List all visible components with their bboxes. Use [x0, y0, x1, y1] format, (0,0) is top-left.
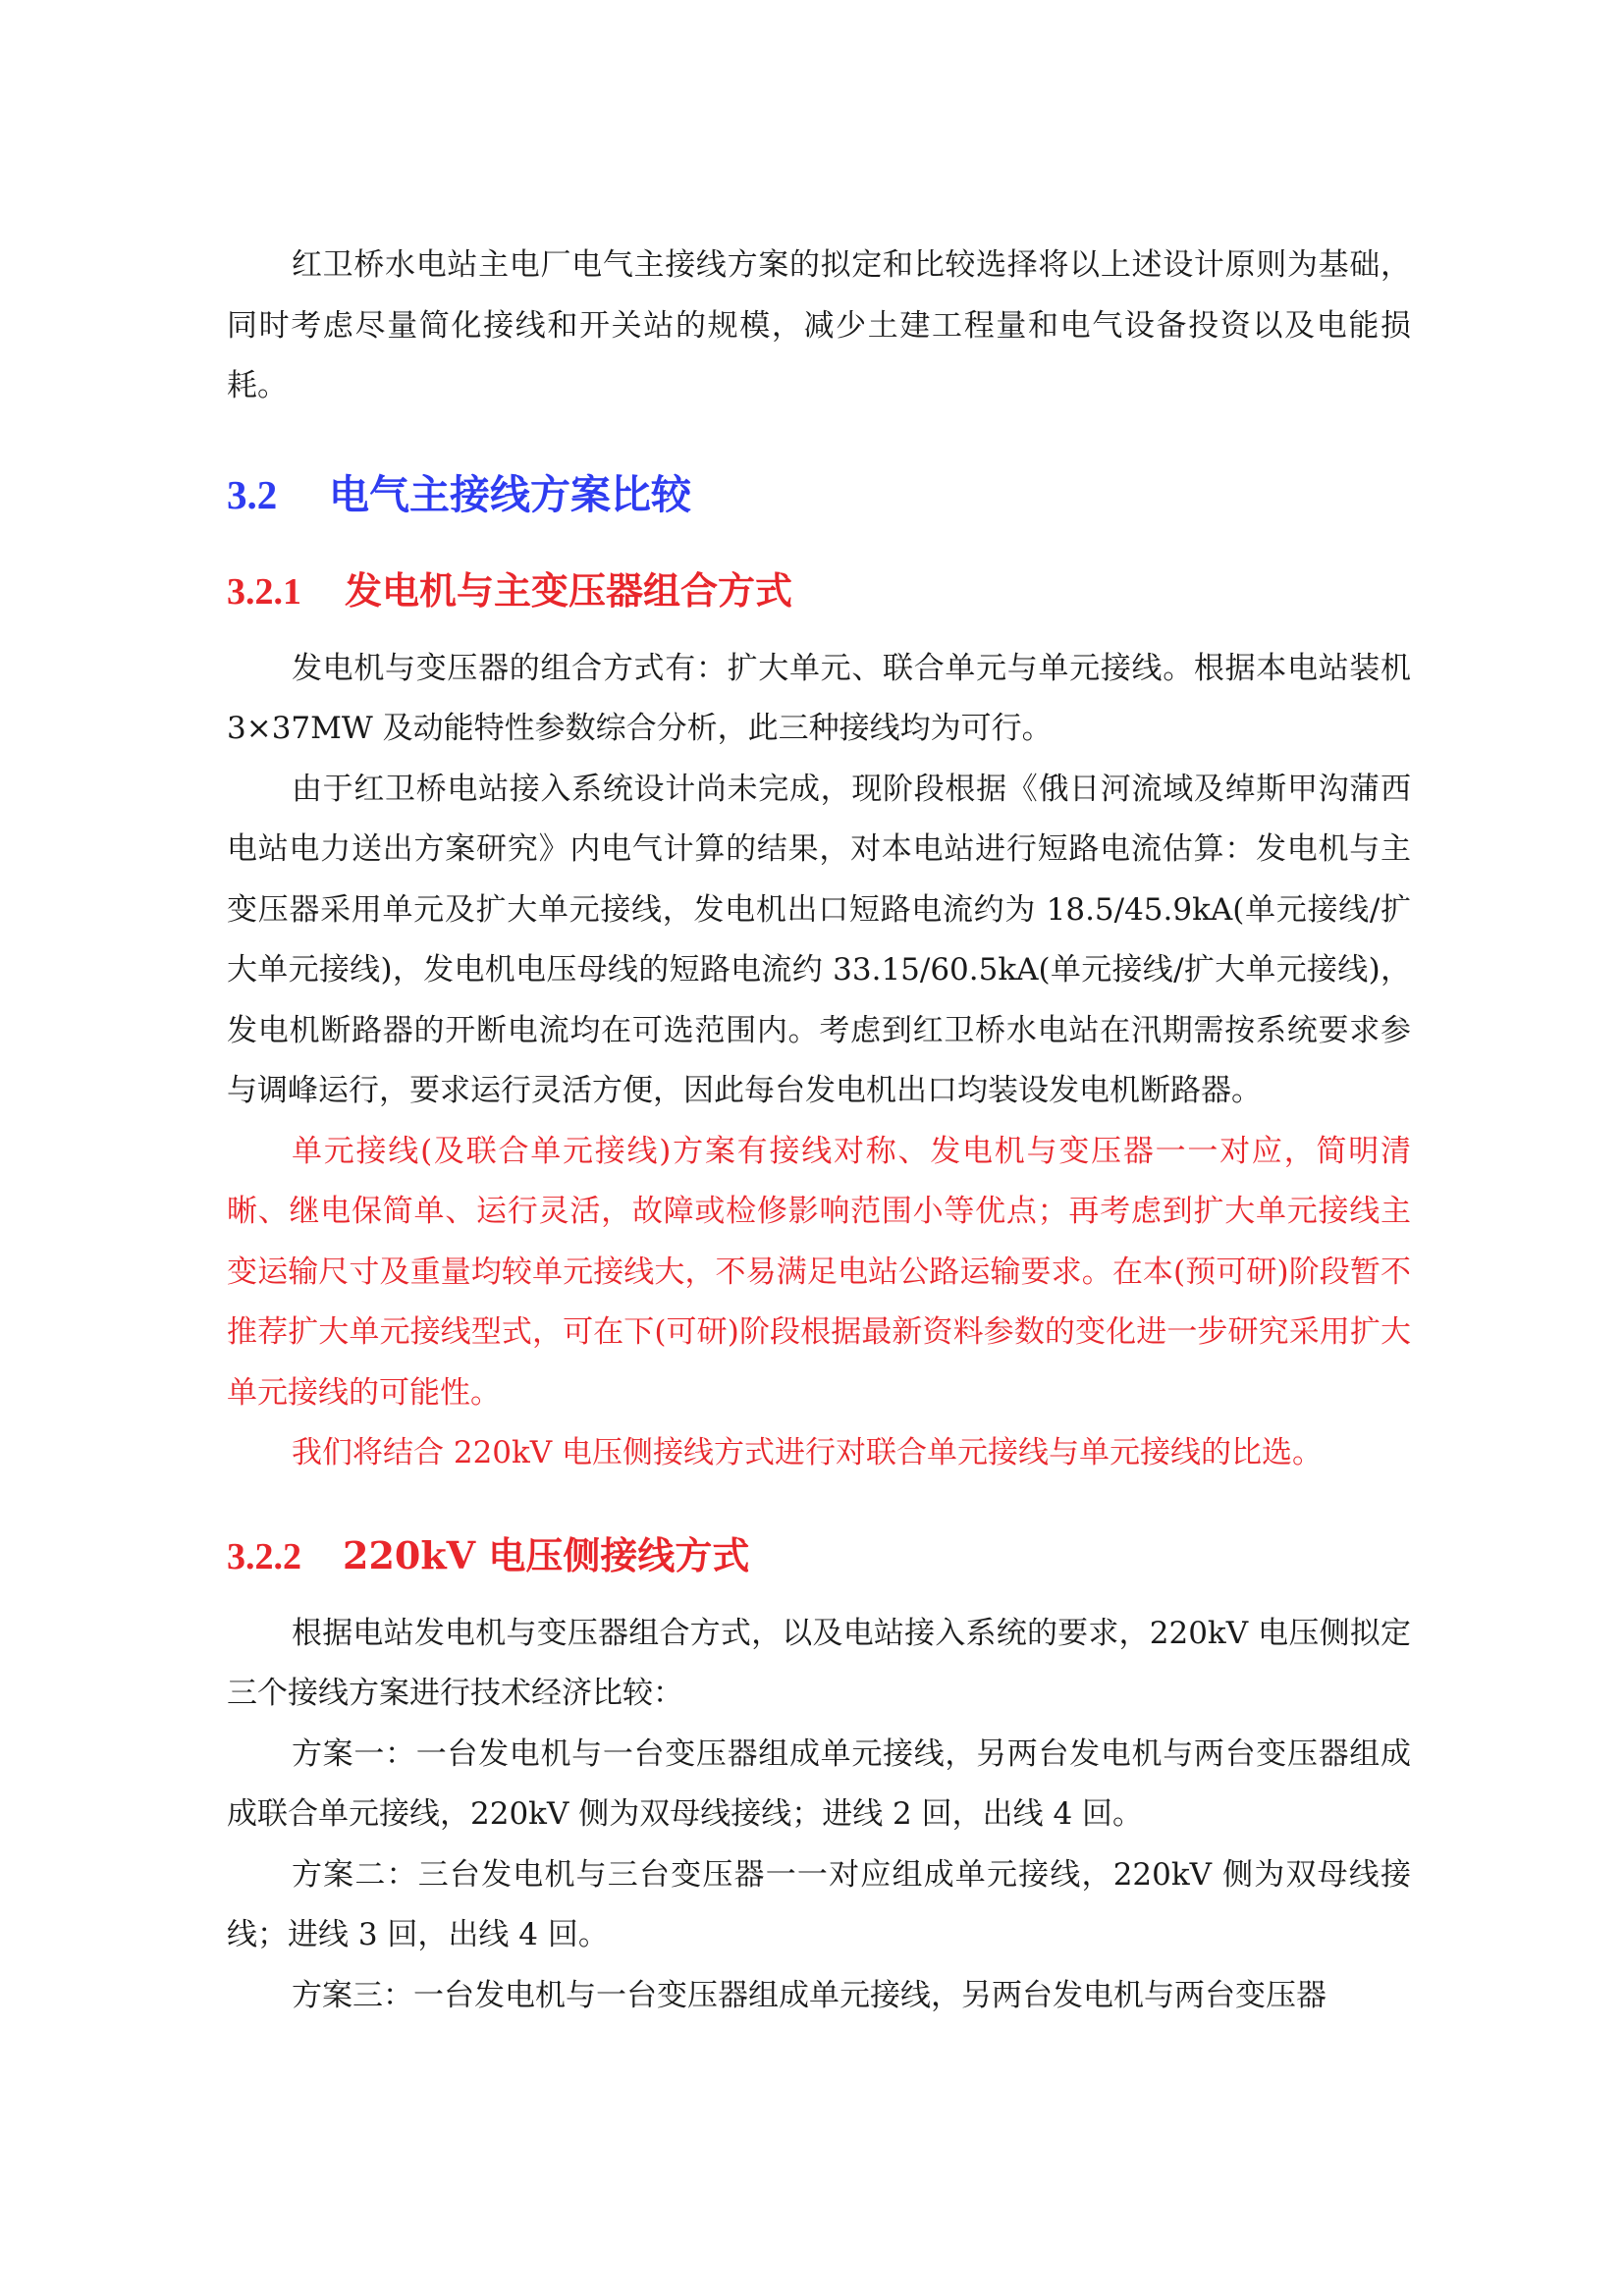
paragraph-combination-methods: 发电机与变压器的组合方式有：扩大单元、联合单元与单元接线。根据本电站装机 3×37MW 及动能特性参数综合分析，此三种接线均为可行。	[227, 650, 1411, 746]
paragraph-scheme-two: 方案二：三台发电机与三台变压器一一对应组成单元接线，220kV 侧为双母线接线；进线 3 回，出线 4 回。	[227, 1856, 1411, 1952]
section-number: 3.2	[227, 471, 278, 517]
paragraph-scheme-three: 方案三：一台发电机与一台变压器组成单元接线，另两台发电机与两台变压器	[292, 1977, 1326, 2013]
document-body	[227, 236, 1411, 2026]
subsection-heading-3-2-1	[227, 543, 1411, 639]
subsection-title: 发电机与主变压器组合方式	[345, 567, 793, 613]
section-heading-3-2	[227, 447, 1411, 543]
paragraph-unit-connection-advantages: 单元接线(及联合单元接线)方案有接线对称、发电机与变压器一一对应，简明清晰、继电保简单、运行灵活，故障或检修影响范围小等优点；再考虑到扩大单元接线主变运输尺寸及重量均较单元接线大，不易满足电站公路运输要求。在本(预可研)阶段暂不推荐扩大单元接线型式，可在下(可研)阶段根据最新资料参数的变化进一步研究采用扩大单元接线的可能性。	[227, 1133, 1411, 1411]
subsection-number: 3.2.2	[227, 1535, 301, 1577]
paragraph-220kv-intro: 根据电站发电机与变压器组合方式，以及电站接入系统的要求，220kV 电压侧拟定三个接线方案进行技术经济比较：	[227, 1615, 1411, 1711]
subsection-number: 3.2.1	[227, 570, 301, 613]
section-title: 电气主接线方案比较	[329, 470, 691, 518]
paragraph-scheme-one: 方案一：一台发电机与一台变压器组成单元接线，另两台发电机与两台变压器组成成联合单元接线，220kV 侧为双母线接线；进线 2 回，出线 4 回。	[227, 1735, 1411, 1832]
intro-paragraph: 红卫桥水电站主电厂电气主接线方案的拟定和比较选择将以上述设计原则为基础，同时考虑尽量简化接线和开关站的规模，减少土建工程量和电气设备投资以及电能损耗。	[227, 247, 1411, 403]
subsection-title: 220kV 电压侧接线方式	[343, 1532, 750, 1577]
paragraph-comparison-note: 我们将结合 220kV 电压侧接线方式进行对联合单元接线与单元接线的比选。	[292, 1435, 1324, 1470]
subsection-heading-3-2-2	[227, 1508, 1411, 1604]
paragraph-short-circuit-estimate: 由于红卫桥电站接入系统设计尚未完成，现阶段根据《俄日河流域及绰斯甲沟蒲西电站电力送出方案研究》内电气计算的结果，对本电站进行短路电流估算：发电机与主变压器采用单元及扩大单元接线，发电机出口短路电流约为 18.5/45.9kA(单元接线/扩大单元接线)，发电机电压母线的短路电流约 33.15/60.5kA(单元接线/扩大单元接线)，发电机断路器的开断电流均在可选范围内。考虑到红卫桥水电站在汛期需按系统要求参与调峰运行，要求运行灵活方便，因此每台发电机出口均装设发电机断路器。	[227, 771, 1411, 1108]
